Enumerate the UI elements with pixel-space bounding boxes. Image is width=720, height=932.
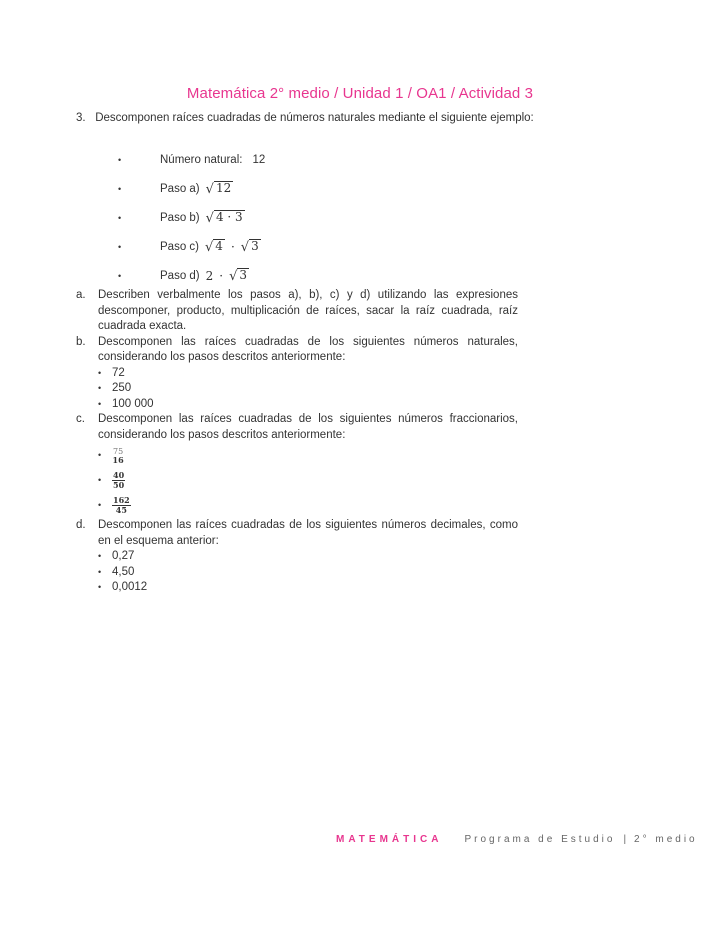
activity-intro-text: Descomponen raíces cuadradas de números naturales mediante el siguiente ejemplo: — [95, 112, 534, 124]
list-item — [98, 468, 518, 493]
example-step-d: • Paso d) 2 · √ 3 — [118, 268, 248, 284]
example-steps — [118, 145, 265, 290]
question-text: Descomponen las raíces cuadradas de los siguientes números decimales, como en el esquema anterior: — [98, 519, 518, 547]
radical-icon: √ — [205, 181, 214, 197]
list-item: • 0,0012 — [98, 580, 518, 596]
list-item — [98, 493, 518, 518]
question-b: b. Descomponen las raíces cuadradas de los siguientes números naturales, considerando los pasos descritos anteriormente: • 72 • 250 • 100 000 — [76, 335, 518, 413]
fractions-list — [98, 443, 518, 518]
bullet-icon: • — [98, 551, 102, 561]
bullet-icon: • — [118, 212, 122, 223]
sqrt-expression: √ 4 · 3 — [205, 210, 243, 226]
question-text: Descomponen las raíces cuadradas de los siguientes números fraccionarios, considerando los pasos descritos anteriormente: — [98, 413, 518, 441]
question-text: Describen verbalmente los pasos a), b), c) y d) utilizando las expresiones descomponer, producto, multiplicación de raíces, sacar la raíz cuadrada, raíz cuadrada exacta. — [98, 289, 518, 332]
bullet-icon: • — [118, 183, 122, 194]
bullet-icon: • — [98, 499, 102, 510]
example-natural-number: • Número natural: 12 — [118, 153, 266, 166]
radical-icon: √ — [205, 239, 214, 255]
sqrt-expression: √ 4 — [205, 239, 223, 255]
fraction: $\frac{162}{45}$ — [113, 495, 130, 515]
activity-intro — [76, 112, 534, 124]
bullet-icon: • — [118, 154, 122, 165]
page-footer — [336, 834, 698, 845]
bullet-icon: • — [98, 398, 102, 409]
sqrt-expression: √ 3 — [229, 268, 248, 284]
bullet-icon: • — [98, 474, 102, 485]
question-c: c. Descomponen las raíces cuadradas de los siguientes números fraccionarios, considerando los pasos descritos anteriormente: • 75 16 • $\frac{40}{50}$ • $\frac{162}{45}$ — [76, 412, 518, 518]
footer-brand: MATEMÁTICA — [336, 834, 443, 845]
list-item: • 0,27 — [98, 549, 518, 565]
bullet-icon: • — [98, 383, 102, 393]
list-item: • 250 — [98, 381, 518, 397]
radical-icon: √ — [240, 239, 250, 255]
bullet-icon: • — [98, 367, 102, 378]
example-step-a: • Paso a) √ 12 — [118, 181, 232, 197]
footer-separator: | — [623, 834, 627, 845]
question-a: a. Describen verbalmente los pasos a), b), c) y d) utilizando las expresiones descomponer, producto, multiplicación de raíces, sacar la raíz cuadrada, raíz cuadrada exacta. — [76, 289, 518, 332]
question-text: Descomponen las raíces cuadradas de los siguientes números naturales, considerando los pasos descritos anteriormente: — [98, 335, 518, 363]
bullet-icon: • — [98, 566, 102, 577]
list-item: • 100 000 — [98, 397, 518, 413]
list-item: • 72 — [98, 366, 518, 382]
decimals-list — [98, 549, 518, 596]
natural-numbers-list — [98, 366, 518, 413]
radical-icon: √ — [229, 268, 238, 284]
footer-level: 2° medio — [634, 834, 698, 845]
bullet-icon: • — [98, 582, 102, 592]
question-d: d. Descomponen las raíces cuadradas de los siguientes números decimales, como en el esquema anterior: • 0,27 • 4,50 • 0,0012 — [76, 518, 518, 596]
fraction: 75 16 — [112, 446, 124, 465]
activity-number: 3. — [76, 112, 86, 124]
fraction: $\frac{40}{50}$ — [113, 470, 125, 490]
sqrt-expression: √ 3 — [240, 239, 259, 255]
bullet-icon: • — [118, 241, 122, 252]
questions-list — [76, 288, 518, 596]
sqrt-expression: √ 12 — [205, 181, 232, 197]
footer-program: Programa de Estudio — [464, 834, 616, 845]
example-step-c: • Paso c) √ 4 · √ 3 — [118, 239, 259, 255]
page-title: Matemática 2° medio / Unidad 1 / OA1 / Actividad 3 — [186, 85, 534, 102]
example-step-b: • Paso b) √ 4 · 3 — [118, 210, 243, 226]
list-item: • 4,50 — [98, 565, 518, 581]
bullet-icon: • — [118, 270, 122, 281]
radical-icon: √ — [205, 210, 214, 226]
list-item — [98, 443, 518, 468]
bullet-icon: • — [98, 449, 102, 460]
